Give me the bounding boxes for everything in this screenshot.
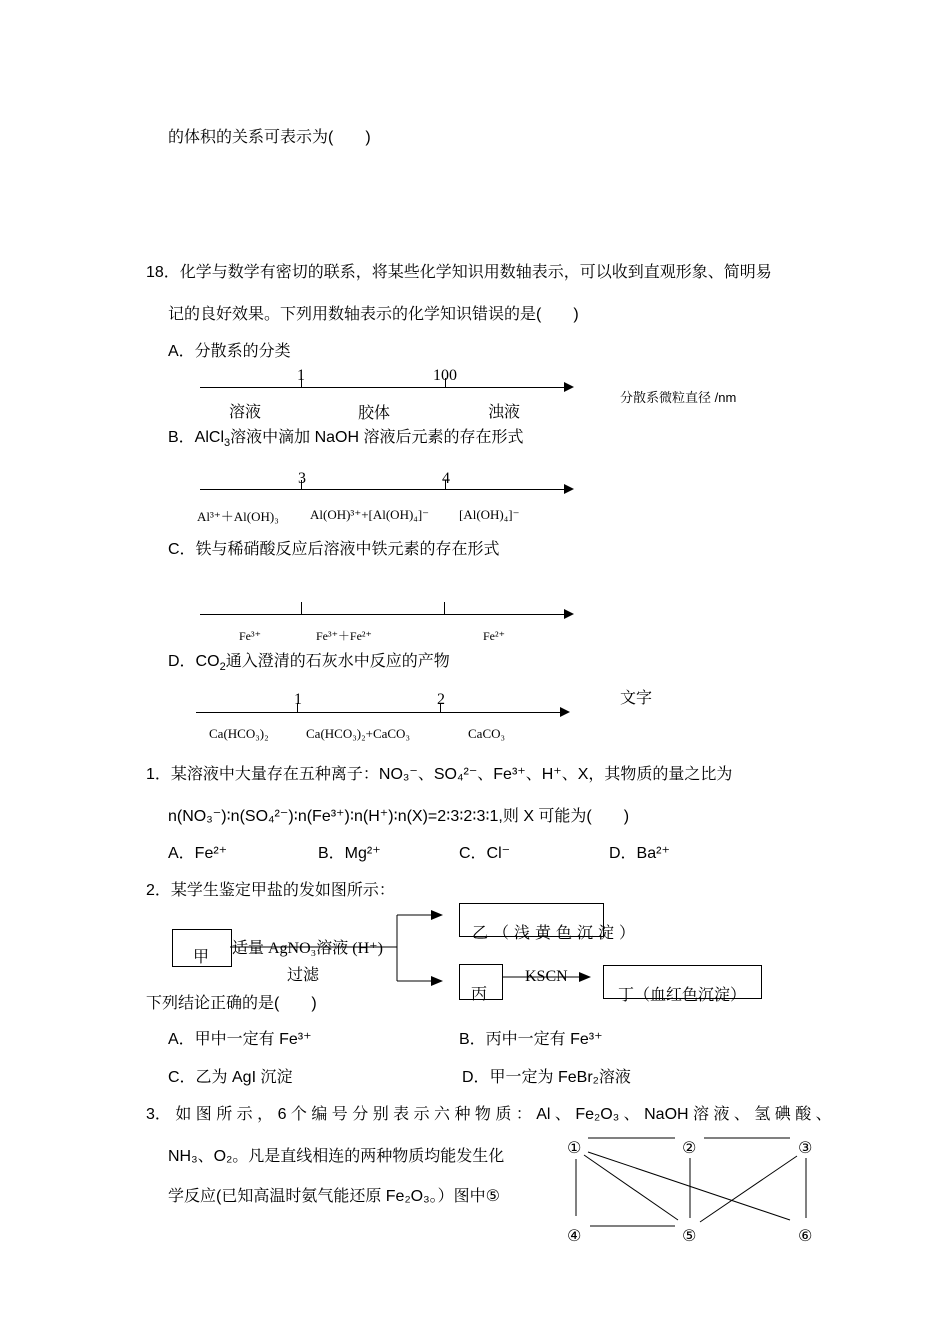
q18-stem-line2: 记的良好效果。下列用数轴表示的化学知识错误的是( ) <box>168 306 579 323</box>
filter-label: 过滤 <box>287 967 320 984</box>
continued-question-text: 的体积的关系可表示为( ) <box>168 129 371 146</box>
q2-option-c: C．乙为 AgI 沉淀 <box>168 1069 293 1086</box>
node-2: ② <box>682 1140 697 1157</box>
axis-c-region-1: Fe³⁺ <box>239 629 261 643</box>
axis-d-region-1: Ca(HCO₃)₂ <box>209 726 269 741</box>
axis-b-tick-label-2: 4 <box>442 470 450 487</box>
q18-option-b-title: B．AlCl$_3$溶液中滴加 NaOH 溶液后元素的存在形式 <box>168 429 524 450</box>
axis-d-side-text: 文字 <box>620 690 653 707</box>
axis-a-region-3: 浊液 <box>488 404 521 421</box>
q3-stem-line2: NH₃、O₂。凡是直线相连的两种物质均能发生化 <box>168 1148 505 1165</box>
axis-a-label: 分散系微粒直径 /nm <box>620 390 737 405</box>
q1-stem-line2: n(NO₃⁻)∶n(SO₄²⁻)∶n(Fe³⁺)∶n(H⁺)∶n(X)=2∶3∶2∶3∶1,则 X 可能为( ) <box>168 808 630 825</box>
node-6: ⑥ <box>798 1228 813 1245</box>
node-1: ① <box>567 1140 582 1157</box>
box-yi: 乙（浅黄色沉淀） <box>459 903 604 937</box>
axis-c-region-3: Fe²⁺ <box>483 629 505 643</box>
q2-option-d: D．甲一定为 FeBr₂溶液 <box>462 1069 631 1086</box>
axis-d-region-3: CaCO₃ <box>468 726 506 741</box>
reagent-label: 适量 AgNO₃溶液 (H⁺) <box>232 940 383 957</box>
q2-conclusion: 下列结论正确的是( ) <box>146 995 317 1012</box>
node-3: ③ <box>798 1140 813 1157</box>
axis-a-region-2: 胶体 <box>358 405 391 422</box>
q18-option-a-title: A．分散系的分类 <box>168 343 291 360</box>
q1-option-b: B．Mg²⁺ <box>318 845 381 862</box>
q3-stem-line3: 学反应(已知高温时氨气能还原 Fe₂O₃。）图中⑤ <box>168 1188 500 1205</box>
axis-b-region-1: Al³⁺＋Al(OH)₃ <box>197 509 279 524</box>
axis-c-region-2: Fe³⁺＋Fe²⁺ <box>316 629 372 643</box>
q3-stem-line1: 3． 如 图 所 示 ， 6 个 编 号 分 别 表 示 六 种 物 质 ： Al 、 Fe₂O₃ 、 NaOH 溶 液 、 氢 碘 酸 、 <box>146 1106 832 1123</box>
q1-stem-line1: 1．某溶液中大量存在五种离子：NO₃⁻、SO₄²⁻、Fe³⁺、H⁺、X，其物质的量之比为 <box>146 766 733 783</box>
q2-option-a: A．甲中一定有 Fe³⁺ <box>168 1031 312 1048</box>
axis-d-region-2: Ca(HCO₃)₂+CaCO₃ <box>306 726 410 741</box>
box-ding: 丁（血红色沉淀） <box>603 965 762 999</box>
axis-b-region-3: [Al(OH)₄]⁻ <box>459 507 520 522</box>
axis-d-tick-label-2: 2 <box>437 691 445 708</box>
node-4: ④ <box>567 1228 582 1245</box>
q2-stem: 2．某学生鉴定甲盐的发如图所示： <box>146 882 395 899</box>
axis-a-tick-label-1: 1 <box>297 367 305 384</box>
box-jia: 甲 <box>172 929 232 967</box>
axis-a-tick-label-2: 100 <box>433 367 457 384</box>
q18-option-d-title: D．$CO_2$通入澄清的石灰水中反应的产物 <box>168 653 450 674</box>
axis-b-region-2: Al(OH)³⁺+[Al(OH)₄]⁻ <box>310 507 430 522</box>
q1-option-c: C．Cl⁻ <box>459 845 511 862</box>
axis-a-region-1: 溶液 <box>229 404 262 421</box>
q18-option-c-title: C．铁与稀硝酸反应后溶液中铁元素的存在形式 <box>168 541 500 558</box>
axis-b-tick-label-1: 3 <box>298 470 306 487</box>
box-bing: 丙 <box>459 964 503 1000</box>
q2-option-b: B．丙中一定有 Fe³⁺ <box>459 1031 603 1048</box>
node-5: ⑤ <box>682 1228 697 1245</box>
q1-option-d: D．Ba²⁺ <box>609 845 670 862</box>
axis-d-tick-label-1: 1 <box>294 691 302 708</box>
q1-option-a: A．Fe²⁺ <box>168 845 228 862</box>
kscn-label: KSCN <box>525 968 568 985</box>
q18-stem-line1: 18．化学与数学有密切的联系，将某些化学知识用数轴表示，可以收到直观形象、简明易 <box>146 264 772 281</box>
